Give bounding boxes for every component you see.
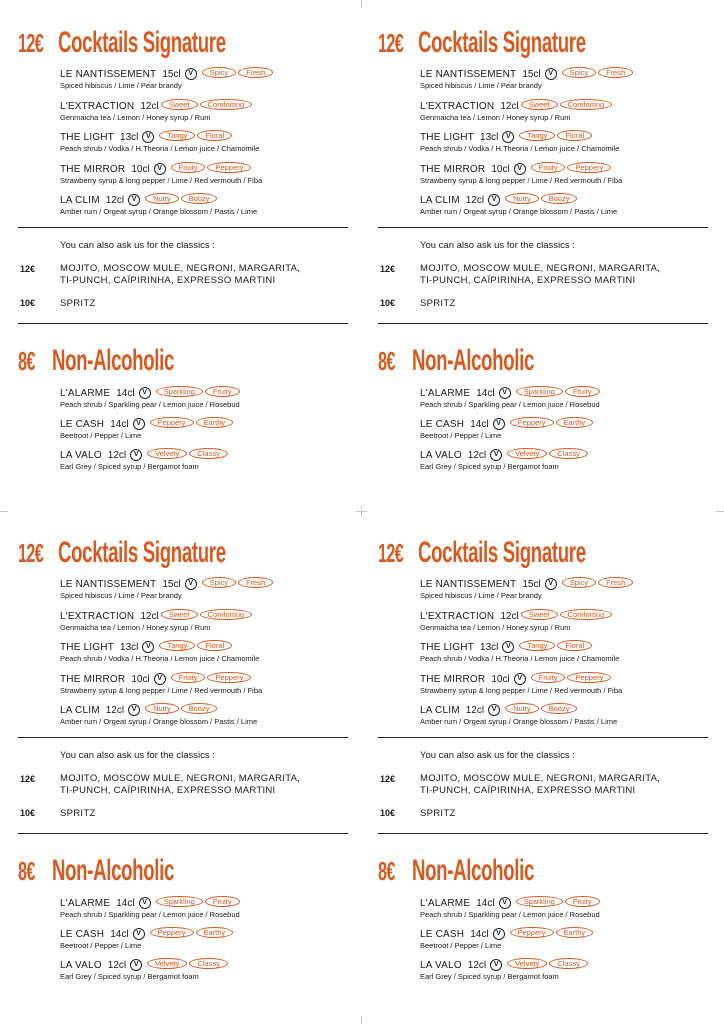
signature-header: [378, 26, 689, 60]
flavor-tag: Fresh: [598, 577, 633, 588]
drink-ingredients: Earl Grey / Spiced syrup / Bergamot foam: [60, 972, 199, 981]
flavor-tag: Earthy: [556, 927, 594, 938]
drink-volume: 15cl: [522, 69, 541, 80]
drink-volume: 12cl: [465, 195, 485, 206]
flavor-tag: Fresh: [598, 67, 633, 78]
vegan-icon: V: [133, 928, 145, 940]
classics-line: MOJITO, MOSCOW MULE, NEGRONI, MARGARITA,: [420, 263, 661, 274]
flavor-tag: Nutty: [145, 193, 179, 204]
signature-title: Cocktails Signature: [418, 26, 586, 59]
drink-item: [60, 162, 358, 186]
drink-item: [420, 609, 718, 633]
flavor-tag: Nutty: [505, 193, 539, 204]
vegan-icon: V: [142, 131, 154, 143]
drink-volume: 12cl: [107, 450, 127, 461]
vegan-icon: V: [128, 704, 140, 716]
drink-ingredients: Amber rum / Orgeat syrup / Orange blossom / Pastis / Lime: [420, 207, 618, 216]
classics-price-10: 10€: [380, 808, 396, 818]
classics-line: MOJITO, MOSCOW MULE, NEGRONI, MARGARITA,: [60, 773, 301, 784]
drink-name: THE MIRROR: [420, 674, 486, 685]
drink-ingredients: Peach shrub / Vodka / H.Theoria / Lemon juice / Chamomile: [60, 654, 260, 663]
drink-name: L'EXTRACTION: [60, 611, 135, 622]
drink-item: [420, 703, 718, 727]
drink-volume: 14cl: [476, 388, 495, 399]
classics-intro: You can also ask us for the classics :: [60, 240, 215, 251]
flavor-tag: Fresh: [238, 577, 273, 588]
crop-mark: [361, 0, 362, 8]
flavor-tag: Classy: [549, 958, 588, 969]
vegan-icon: V: [142, 641, 154, 653]
flavor-tag: Floral: [197, 640, 232, 651]
drink-volume: 12cl: [140, 101, 159, 112]
drink-ingredients: Genmaicha tea / Lemon / Honey syrup / Rum: [60, 113, 211, 122]
vegan-icon: V: [514, 673, 526, 685]
flavor-tag: Fruity: [565, 896, 600, 907]
drink-ingredients: Amber rum / Orgeat syrup / Orange blossom / Pastis / Lime: [60, 207, 258, 216]
signature-title: Cocktails Signature: [58, 26, 226, 59]
classics-line: MOJITO, MOSCOW MULE, NEGRONI, MARGARITA,: [420, 773, 661, 784]
classics-price-10: 10€: [380, 298, 396, 308]
drink-ingredients: Beetroot / Pepper / Lime: [60, 431, 142, 440]
drink-volume: 10cl: [131, 674, 150, 685]
signature-price: 12€: [378, 538, 404, 568]
drink-volume: 12cl: [105, 195, 125, 206]
flavor-tag: Fruity: [205, 896, 240, 907]
spritz-label: SPRITZ: [60, 808, 96, 819]
spritz-label: SPRITZ: [60, 298, 96, 309]
drink-item: [60, 703, 358, 727]
flavor-tag: Comforting: [560, 609, 613, 620]
drink-volume: 12cl: [467, 450, 487, 461]
drink-ingredients: Amber rum / Orgeat syrup / Orange blossom / Pastis / Lime: [60, 717, 258, 726]
flavor-tag: Comforting: [200, 609, 253, 620]
flavor-tag: Classy: [189, 448, 228, 459]
flavor-tag: Earthy: [556, 417, 594, 428]
drink-name: LE CASH: [420, 929, 465, 940]
drink-item: [60, 927, 358, 951]
flavor-tag: Sparkling: [156, 896, 203, 907]
flavor-tag: Sweet: [161, 609, 198, 620]
flavor-tag: Velvety: [507, 448, 547, 459]
nonalc-header: [378, 344, 609, 378]
nonalc-header: [378, 854, 609, 888]
vegan-icon: V: [488, 704, 500, 716]
nonalc-title: Non-Alcoholic: [412, 854, 535, 887]
drink-ingredients: Strawberry syrup & long pepper / Lime / Red vermouth / Fiba: [60, 686, 263, 695]
flavor-tag: Tangy: [159, 640, 195, 651]
flavor-tag: Spicy: [562, 67, 596, 78]
flavor-tag: Sparkling: [516, 896, 563, 907]
classics-price-12: 12€: [380, 264, 396, 274]
signature-price: 12€: [18, 28, 44, 58]
flavor-tag: Earthy: [196, 927, 234, 938]
drink-volume: 12cl: [465, 705, 485, 716]
flavor-tag: Boozy: [181, 703, 218, 714]
vegan-icon: V: [185, 578, 197, 590]
vegan-icon: V: [499, 387, 511, 399]
drink-ingredients: Peach shrub / Vodka / H.Theoria / Lemon juice / Chamomile: [420, 654, 620, 663]
classics-intro: You can also ask us for the classics :: [60, 750, 215, 761]
drink-name: LE NANTISSEMENT: [60, 69, 157, 80]
drink-name: L'ALARME: [420, 388, 471, 399]
crop-mark: [0, 511, 8, 512]
divider: [378, 737, 708, 738]
drink-ingredients: Genmaicha tea / Lemon / Honey syrup / Rum: [420, 113, 571, 122]
signature-price: 12€: [18, 538, 44, 568]
flavor-tag: Boozy: [181, 193, 218, 204]
drink-item: [420, 417, 718, 441]
drink-volume: 12cl: [500, 101, 519, 112]
classics-line: TI-PUNCH, CAÏPIRINHA, EXPRESSO MARTINI: [60, 785, 276, 796]
drink-item: [60, 99, 358, 123]
drink-volume: 14cl: [116, 898, 135, 909]
classics-line: TI-PUNCH, CAÏPIRINHA, EXPRESSO MARTINI: [420, 785, 636, 796]
spritz-label: SPRITZ: [420, 808, 456, 819]
drink-item: [60, 386, 358, 410]
flavor-tag: Sparkling: [156, 386, 203, 397]
drink-ingredients: Strawberry syrup & long pepper / Lime / Red vermouth / Fiba: [60, 176, 263, 185]
drink-name: THE MIRROR: [60, 164, 126, 175]
nonalc-title: Non-Alcoholic: [52, 854, 175, 887]
drink-ingredients: Peach shrub / Vodka / H.Theoria / Lemon juice / Chamomile: [60, 144, 260, 153]
drink-ingredients: Peach shrub / Vodka / H.Theoria / Lemon juice / Chamomile: [420, 144, 620, 153]
drink-name: L'ALARME: [60, 388, 111, 399]
drink-item: [60, 609, 358, 633]
flavor-tag: Classy: [549, 448, 588, 459]
drink-item: [60, 448, 358, 472]
drink-item: [420, 162, 718, 186]
divider: [18, 833, 348, 834]
crop-mark: [361, 1016, 362, 1024]
drink-name: LE NANTISSEMENT: [60, 579, 157, 590]
drink-item: [420, 130, 718, 154]
classics-list: [420, 773, 660, 797]
flavor-tag: Comforting: [560, 99, 613, 110]
flavor-tag: Boozy: [541, 193, 578, 204]
nonalc-header: [18, 854, 249, 888]
signature-header: [378, 536, 689, 570]
drink-name: LE CASH: [60, 929, 105, 940]
drink-item: [60, 672, 358, 696]
drink-volume: 12cl: [500, 611, 519, 622]
drink-item: [60, 193, 358, 217]
drink-item: [420, 927, 718, 951]
flavor-tag: Peppery: [207, 672, 251, 683]
drink-volume: 14cl: [110, 419, 129, 430]
drink-item: [60, 640, 358, 664]
vegan-icon: V: [154, 673, 166, 685]
nonalc-title: Non-Alcoholic: [52, 344, 175, 377]
drink-name: LE CASH: [420, 419, 465, 430]
drink-name: L'ALARME: [420, 898, 471, 909]
drink-name: THE MIRROR: [420, 164, 486, 175]
crop-mark: [361, 506, 362, 517]
classics-line: TI-PUNCH, CAÏPIRINHA, EXPRESSO MARTINI: [420, 275, 636, 286]
nonalc-price: 8€: [18, 346, 35, 376]
nonalc-title: Non-Alcoholic: [412, 344, 535, 377]
drink-name: LE CASH: [60, 419, 105, 430]
nonalc-price: 8€: [378, 856, 395, 886]
flavor-tag: Fruity: [205, 386, 240, 397]
drink-name: LA VALO: [420, 960, 462, 971]
drink-volume: 10cl: [131, 164, 150, 175]
drink-item: [420, 448, 718, 472]
drink-volume: 14cl: [476, 898, 495, 909]
drink-name: LE NANTISSEMENT: [420, 579, 517, 590]
vegan-icon: V: [502, 641, 514, 653]
vegan-icon: V: [493, 928, 505, 940]
vegan-icon: V: [154, 163, 166, 175]
flavor-tag: Spicy: [562, 577, 596, 588]
flavor-tag: Tangy: [519, 130, 555, 141]
divider: [378, 833, 708, 834]
drink-name: THE LIGHT: [60, 642, 115, 653]
flavor-tag: Floral: [557, 130, 592, 141]
drink-name: LA CLIM: [60, 195, 100, 206]
menu-panel: [378, 24, 718, 524]
flavor-tag: Sparkling: [516, 386, 563, 397]
classics-price-12: 12€: [20, 264, 36, 274]
drink-name: L'EXTRACTION: [420, 611, 495, 622]
drink-name: L'EXTRACTION: [60, 101, 135, 112]
vegan-icon: V: [493, 418, 505, 430]
vegan-icon: V: [128, 194, 140, 206]
drink-ingredients: Strawberry syrup & long pepper / Lime / Red vermouth / Fiba: [420, 686, 623, 695]
classics-price-10: 10€: [20, 298, 36, 308]
vegan-icon: V: [139, 897, 151, 909]
drink-name: THE LIGHT: [420, 642, 475, 653]
drink-ingredients: Peach shrub / Sparkling pear / Lemon juice / Rosebud: [420, 400, 600, 409]
flavor-tag: Peppery: [150, 927, 194, 938]
drink-volume: 10cl: [491, 674, 510, 685]
drink-ingredients: Spiced hibiscus / Lime / Pear brandy: [420, 81, 542, 90]
vegan-icon: V: [133, 418, 145, 430]
drink-ingredients: Earl Grey / Spiced syrup / Bergamot foam: [420, 462, 559, 471]
flavor-tag: Nutty: [145, 703, 179, 714]
classics-list: [60, 773, 300, 797]
drink-ingredients: Strawberry syrup & long pepper / Lime / Red vermouth / Fiba: [420, 176, 623, 185]
drink-name: THE MIRROR: [60, 674, 126, 685]
flavor-tag: Peppery: [510, 927, 554, 938]
classics-price-12: 12€: [20, 774, 36, 784]
drink-ingredients: Spiced hibiscus / Lime / Pear brandy: [420, 591, 542, 600]
flavor-tag: Peppery: [150, 417, 194, 428]
flavor-tag: Floral: [557, 640, 592, 651]
drink-ingredients: Spiced hibiscus / Lime / Pear brandy: [60, 81, 182, 90]
classics-price-10: 10€: [20, 808, 36, 818]
divider: [18, 737, 348, 738]
menu-panel: [18, 24, 358, 524]
drink-ingredients: Genmaicha tea / Lemon / Honey syrup / Rum: [60, 623, 211, 632]
flavor-tag: Tangy: [159, 130, 195, 141]
flavor-tag: Fruity: [171, 672, 206, 683]
classics-intro: You can also ask us for the classics :: [420, 240, 575, 251]
vegan-icon: V: [499, 897, 511, 909]
drink-ingredients: Earl Grey / Spiced syrup / Bergamot foam: [420, 972, 559, 981]
nonalc-header: [18, 344, 249, 378]
drink-volume: 13cl: [120, 642, 139, 653]
drink-item: [420, 896, 718, 920]
drink-name: LA VALO: [420, 450, 462, 461]
drink-name: L'EXTRACTION: [420, 101, 495, 112]
flavor-tag: Peppery: [567, 162, 611, 173]
drink-item: [60, 896, 358, 920]
drink-item: [60, 67, 358, 91]
signature-title: Cocktails Signature: [418, 536, 586, 569]
divider: [18, 227, 348, 228]
divider: [378, 227, 708, 228]
divider: [378, 323, 708, 324]
drink-item: [420, 672, 718, 696]
vegan-icon: V: [545, 68, 557, 80]
vegan-icon: V: [488, 194, 500, 206]
drink-volume: 13cl: [480, 642, 499, 653]
flavor-tag: Spicy: [202, 67, 236, 78]
drink-volume: 12cl: [107, 960, 127, 971]
drink-item: [420, 386, 718, 410]
vegan-icon: V: [130, 449, 142, 461]
flavor-tag: Velvety: [147, 958, 187, 969]
flavor-tag: Velvety: [507, 958, 547, 969]
flavor-tag: Fruity: [531, 162, 566, 173]
flavor-tag: Tangy: [519, 640, 555, 651]
drink-ingredients: Beetroot / Pepper / Lime: [60, 941, 142, 950]
signature-header: [18, 26, 329, 60]
signature-price: 12€: [378, 28, 404, 58]
menu-panel: [18, 534, 358, 1034]
vegan-icon: V: [139, 387, 151, 399]
crop-mark: [716, 511, 724, 512]
drink-name: LA CLIM: [60, 705, 100, 716]
drink-volume: 15cl: [162, 579, 181, 590]
vegan-icon: V: [490, 449, 502, 461]
flavor-tag: Nutty: [505, 703, 539, 714]
drink-ingredients: Peach shrub / Sparkling pear / Lemon juice / Rosebud: [60, 400, 240, 409]
drink-item: [420, 193, 718, 217]
drink-item: [60, 130, 358, 154]
flavor-tag: Classy: [189, 958, 228, 969]
drink-name: L'ALARME: [60, 898, 111, 909]
flavor-tag: Fruity: [171, 162, 206, 173]
drink-ingredients: Beetroot / Pepper / Lime: [420, 941, 502, 950]
drink-name: LA VALO: [60, 960, 102, 971]
drink-volume: 13cl: [480, 132, 499, 143]
nonalc-price: 8€: [378, 346, 395, 376]
vegan-icon: V: [502, 131, 514, 143]
drink-ingredients: Earl Grey / Spiced syrup / Bergamot foam: [60, 462, 199, 471]
drink-volume: 14cl: [116, 388, 135, 399]
drink-volume: 15cl: [522, 579, 541, 590]
flavor-tag: Fresh: [238, 67, 273, 78]
drink-item: [60, 958, 358, 982]
flavor-tag: Velvety: [147, 448, 187, 459]
flavor-tag: Peppery: [207, 162, 251, 173]
divider: [18, 323, 348, 324]
drink-volume: 14cl: [110, 929, 129, 940]
flavor-tag: Peppery: [510, 417, 554, 428]
drink-item: [420, 958, 718, 982]
drink-item: [60, 417, 358, 441]
signature-title: Cocktails Signature: [58, 536, 226, 569]
drink-ingredients: Peach shrub / Sparkling pear / Lemon juice / Rosebud: [60, 910, 240, 919]
drink-volume: 13cl: [120, 132, 139, 143]
drink-item: [420, 577, 718, 601]
drink-name: LA CLIM: [420, 705, 460, 716]
classics-price-12: 12€: [380, 774, 396, 784]
drink-volume: 14cl: [470, 929, 489, 940]
drink-ingredients: Peach shrub / Sparkling pear / Lemon juice / Rosebud: [420, 910, 600, 919]
flavor-tag: Sweet: [521, 99, 558, 110]
flavor-tag: Comforting: [200, 99, 253, 110]
vegan-icon: V: [514, 163, 526, 175]
drink-ingredients: Spiced hibiscus / Lime / Pear brandy: [60, 591, 182, 600]
vegan-icon: V: [490, 959, 502, 971]
flavor-tag: Sweet: [521, 609, 558, 620]
classics-line: TI-PUNCH, CAÏPIRINHA, EXPRESSO MARTINI: [60, 275, 276, 286]
drink-item: [420, 99, 718, 123]
drink-name: LA CLIM: [420, 195, 460, 206]
menu-panel: [378, 534, 718, 1034]
classics-intro: You can also ask us for the classics :: [420, 750, 575, 761]
drink-ingredients: Beetroot / Pepper / Lime: [420, 431, 502, 440]
drink-name: THE LIGHT: [60, 132, 115, 143]
flavor-tag: Fruity: [565, 386, 600, 397]
drink-volume: 14cl: [470, 419, 489, 430]
drink-item: [60, 577, 358, 601]
vegan-icon: V: [130, 959, 142, 971]
vegan-icon: V: [185, 68, 197, 80]
drink-volume: 12cl: [467, 960, 487, 971]
drink-volume: 12cl: [140, 611, 159, 622]
flavor-tag: Peppery: [567, 672, 611, 683]
vegan-icon: V: [545, 578, 557, 590]
drink-name: LA VALO: [60, 450, 102, 461]
flavor-tag: Fruity: [531, 672, 566, 683]
drink-ingredients: Amber rum / Orgeat syrup / Orange blossom / Pastis / Lime: [420, 717, 618, 726]
classics-list: [420, 263, 660, 287]
drink-item: [420, 67, 718, 91]
classics-list: [60, 263, 300, 287]
signature-header: [18, 536, 329, 570]
drink-volume: 15cl: [162, 69, 181, 80]
flavor-tag: Floral: [197, 130, 232, 141]
drink-ingredients: Genmaicha tea / Lemon / Honey syrup / Rum: [420, 623, 571, 632]
drink-name: LE NANTISSEMENT: [420, 69, 517, 80]
flavor-tag: Earthy: [196, 417, 234, 428]
nonalc-price: 8€: [18, 856, 35, 886]
drink-volume: 10cl: [491, 164, 510, 175]
flavor-tag: Sweet: [161, 99, 198, 110]
spritz-label: SPRITZ: [420, 298, 456, 309]
drink-name: THE LIGHT: [420, 132, 475, 143]
drink-volume: 12cl: [105, 705, 125, 716]
drink-item: [420, 640, 718, 664]
classics-line: MOJITO, MOSCOW MULE, NEGRONI, MARGARITA,: [60, 263, 301, 274]
flavor-tag: Boozy: [541, 703, 578, 714]
flavor-tag: Spicy: [202, 577, 236, 588]
